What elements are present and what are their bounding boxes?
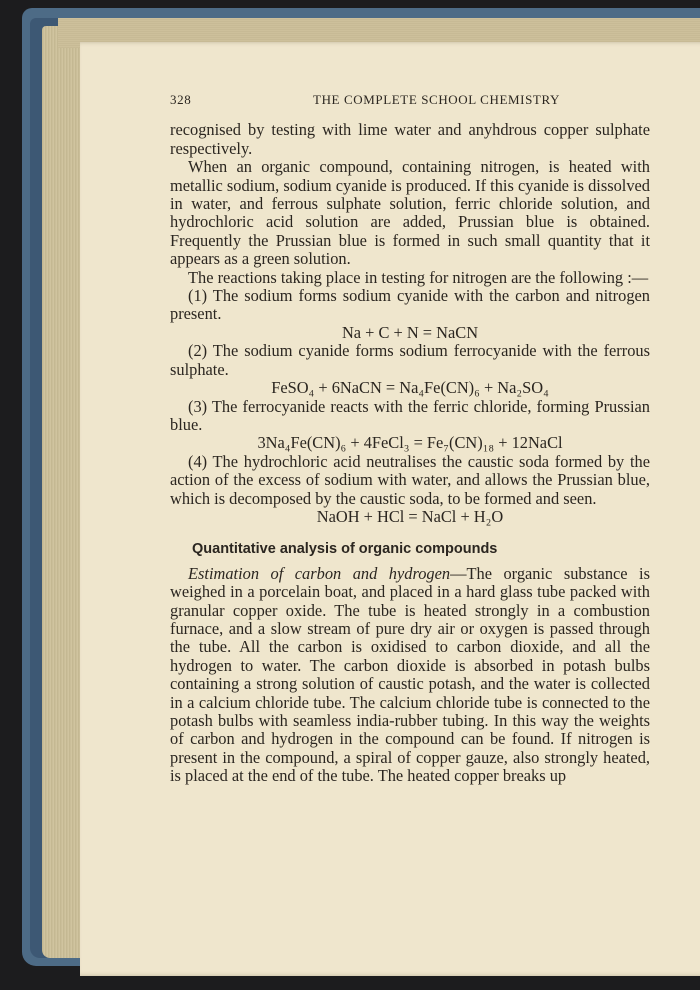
paragraph-1: recognised by testing with lime water and anyhdrous copper sulphate respectively.	[170, 120, 650, 158]
paragraph-3: The reactions taking place in testing for nitrogen are the following :—	[188, 267, 649, 287]
page-number: 328	[170, 92, 192, 107]
subsection-text: —The organic substance is weighed in a porcelain boat, and placed in a hard glass tube packed with granular copper oxide. The tube is heated strongly in a combustion furnace, and a slow stream of pure dry air or oxygen is passed through the tube. All the carbon is oxidised to carbon dioxide, and all the hydrogen to water. The carbon dioxide is absorbed in potash bulbs containing a strong solution of caustic potash, and the water is collected in a calcium chloride tube. The calcium chloride tube is connected to the potash bulbs with seamless india-rubber tubing. In this way the weights of carbon and hydrogen in the compound can be found. If nitrogen is present in the compound, a spiral of copper gauze, also strongly heated, is placed at the end of the tube. The heated copper breaks up	[170, 563, 650, 786]
paragraph-4: (1) The sodium forms sodium cyanide with the carbon and nitrogen present.	[170, 286, 650, 324]
section-heading: Quantitative analysis of organic compounds	[192, 541, 498, 558]
paragraph-5: (2) The sodium cyanide forms sodium ferrocyanide with the ferrous sulphate.	[170, 341, 650, 379]
equation-3: 3Na₄Fe(CN)₆ + 4FeCl₃ = Fe₇(CN)₁₈ + 12NaCl	[257, 433, 563, 453]
running-title: THE COMPLETE SCHOOL CHEMISTRY	[313, 92, 560, 107]
page-content	[170, 91, 650, 786]
equation-2: FeSO₄ + 6NaCN = Na₄Fe(CN)₆ + Na₂SO₄	[271, 378, 549, 398]
subsection-paragraph	[170, 565, 650, 786]
equation-1: Na + C + N = NaCN	[341, 322, 479, 342]
equation-4: NaOH + HCl = NaCl + H₂O	[316, 506, 504, 526]
subsection-title: Estimation of carbon and hydrogen	[188, 563, 451, 583]
paragraph-6: (3) The ferrocyanide reacts with the ferric chloride, forming Prussian blue.	[170, 396, 650, 434]
paragraph-2: When an organic compound, containing nitrogen, is heated with metallic sodium, sodium cyanide is produced. If this cyanide is dissolved in water, and ferrous sulphate solution, ferric chloride solution, and hydrochloric acid solution are added, Prussian blue is obtained. Frequently the Prussian blue is formed in such small quantity that it appears as a green solution.	[170, 157, 650, 269]
page-header	[170, 91, 650, 109]
paragraph-7: (4) The hydrochloric acid neutralises the caustic soda formed by the action of the excess of sodium with water, and allows the Prussian blue, which is decomposed by the caustic soda, to be formed and seen.	[170, 451, 650, 508]
